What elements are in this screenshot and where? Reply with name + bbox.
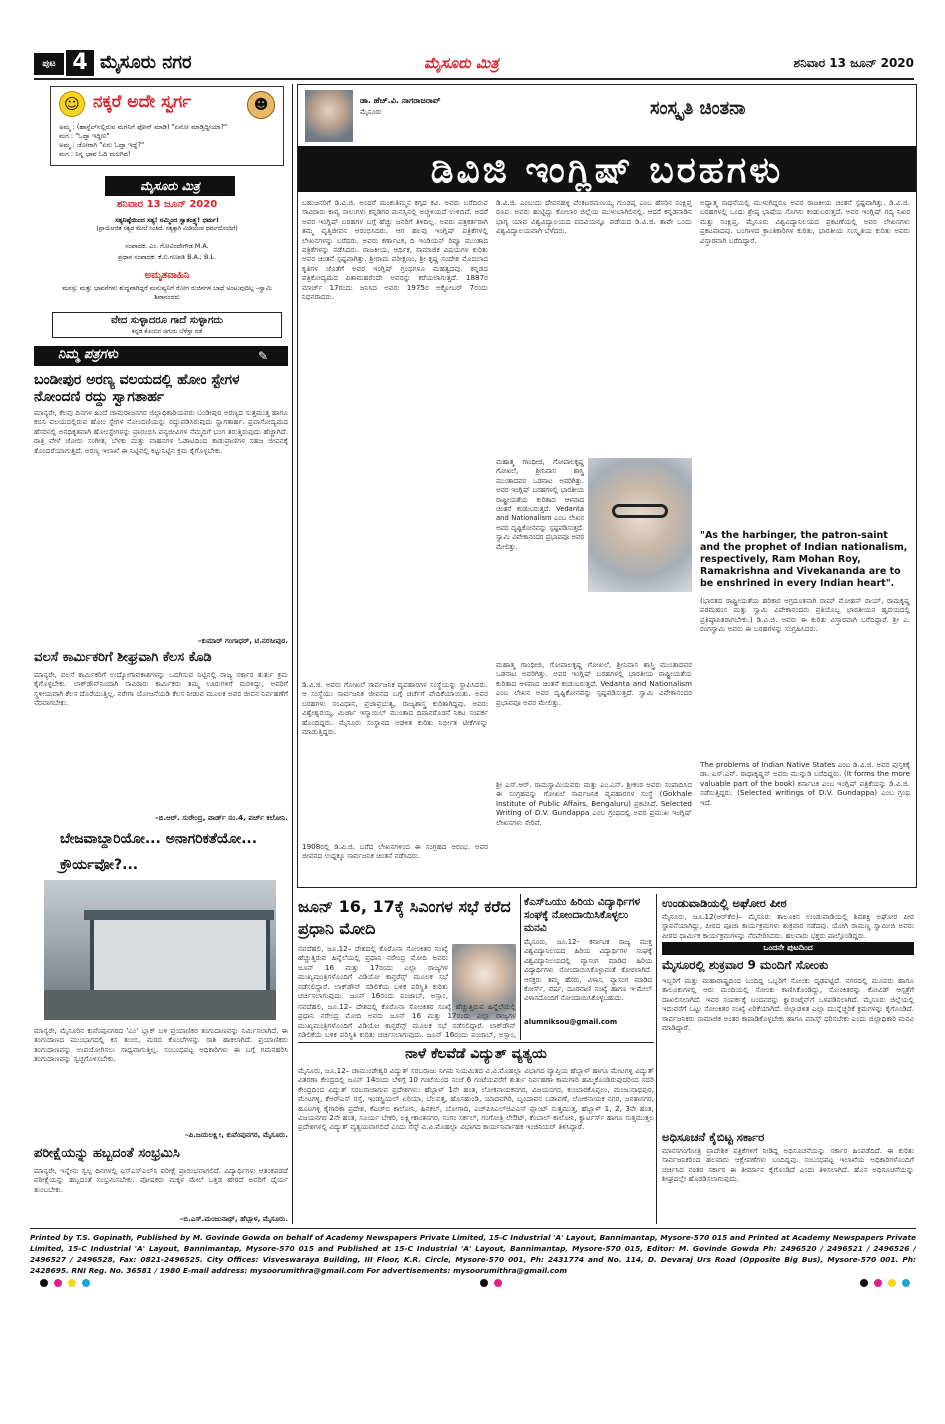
shelter-roof (84, 910, 274, 920)
registration-marks (40, 1279, 920, 1289)
reg-dot-yellow (888, 1279, 896, 1287)
power-news-title: ನಾಳೆ ಕೆಲವೆಡೆ ವಿದ್ಯುತ್ ವ್ಯತ್ಯಯ (405, 1046, 547, 1062)
imprint: Printed by T.S. Gopinath, Published by M. Govinde Gowda on behalf of Academy Newspapers Private Limited, 15-C Industrial 'A' Layout, Bannimantap, Mysore-570 015 and Printed at Academy Newspapers Private Limited, 15-C Industrial 'A' Layout, Bannimantap, Mysore-570 015 and Published at 15-C Industrial 'A' Layout, Bannimantap, Mysore-570 015, Editor: M. Govinde Gowda Ph: 2496520 / 2496521 / 2496526 / 2496527 / 2496528, Fax: 0821-2496525. City Offices: Visveswaraya Building, III Floor, K.R. Circle, Mysore-570 001, Ph: 2431774 and No. 114, D. Devaraj Urs Road (Opposite Big Bus), Mysore-570 001. Ph: 2428695. RNI Reg. No. 36581 / 1980 E-mail address: mysoorumithra@gmail.com For advertisements: mysoorumithra@gmail.com (30, 1233, 916, 1275)
proverb-sub: ಕನ್ನಡ ಕೊಂಬಿನ ಚಿಗುರು ಬೆಳೆಸ್ತಾ ನಡೆ (131, 328, 203, 335)
feature-col2: ಡಿ.ವಿ.ಜಿ. ಎಂಬುದು ದೇವನಹಳ್ಳಿ ವೆಂಕಟರಮಣಯ್ಯ ಗುಂಡಪ್ಪ ಎಂಬ ಹೆಸರಿನ ಸಂಕ್ಷಿಪ್ತ ರೂಪ. ಅವರು ಹುಟ್ಟಿದ್ದು ಕೋಲಾರ ಜಿಲ್ಲೆಯ ಮುಳುಬಾಗಿಲಿನಲ್ಲಿ. ಆದರೆ ಕನ್ನಡನಾಡಿನ ಭಾಗ್ಯ ಯಾವ ವಿಶ್ವವಿದ್ಯಾಲಯದ ಪದವಿಯನ್ನೂ ಪಡೆಯದ ಡಿ.ವಿ.ಜಿ. ತಾವೇ ಒಂದು ವಿಶ್ವವಿದ್ಯಾಲಯವಾಗಿ ಬೆಳೆದರು. (496, 198, 692, 236)
letter3-title: ಬೇಜವಾಬ್ದಾರಿಯೋ... ಅನಾಗರಿಕತೆಯೋ... ಕ್ರೌರ್ಯವೋ?... (60, 831, 258, 873)
ksou-news-title: ಕೆಎಸ್‌ಒಯು ಹಿರಿಯ ವಿದ್ಯಾರ್ಥಿಗಳ ಸಂಘಕ್ಕೆ ನೋಂದಾಯಿಸಿಕೊಳ್ಳಲು ಮನವಿ (524, 896, 641, 934)
paper-info (50, 170, 284, 318)
letter1-body: ಮಾನ್ಯರೇ, ಕೆಲವು ದಿನಗಳ ಹಿಂದೆ ಚಾಮರಾಜನಗರ ಜಿಲ್ಲಾಧಿಕಾರಿಯವರು ಬಂಡೀಪುರ ಅರಣ್ಯದ ಸುತ್ತಮುತ್ತ ಹಾಗೂ ಕಬಿನಿ ವಲಯದಲ್ಲಿರುವ ಹೋಂ ಸ್ಟೇಗಳ ನೋಂದಣಿಯನ್ನು ರದ್ದುಪಡಿಸಿರುವುದು ಸ್ವಾಗತಾರ್ಹ. ಪ್ರವಾಸೋದ್ಯಮದ ಹೆಸರಿನಲ್ಲಿ ಅನಧಿಕೃತವಾಗಿ ಹೋಂಸ್ಟೇಗಳನ್ನು ಪ್ರಾರಂಭಿಸಿ ವನ್ಯಜೀವಿಗಳ ನೆಮ್ಮದಿಗೆ ಭಂಗ ತರುತ್ತಿರುವುದು ಹೆಚ್ಚಾಗಿದೆ. ರಾತ್ರಿ ವೇಳೆ ಜೋರು ಸಂಗೀತ, ಬೆಳಕು ಮತ್ತು ವಾಹನಗಳ ಓಡಾಟದಿಂದ ಕಾಡುಪ್ರಾಣಿಗಳ ಸಹಜ ಜೀವನಕ್ಕೆ ತೊಂದರೆಯಾಗುತ್ತಿದೆ. ಅರಣ್ಯ ಇಲಾಖೆ ಈ ನಿಟ್ಟಿನಲ್ಲಿ ಕಟ್ಟುನಿಟ್ಟಿನ ಕ್ರಮ ಕೈಗೊಳ್ಳಬೇಕು. (34, 408, 288, 455)
modi-news-body: ನವದೆಹಲಿ, ಜೂ.12– ದೇಶದಲ್ಲಿ ಕೊರೊನಾ ಸೋಂಕಿತರ ಸಂಖ್ಯೆ ಹೆಚ್ಚುತ್ತಿರುವ ಹಿನ್ನೆಲೆಯಲ್ಲಿ ಪ್ರಧಾನಿ ನರೇಂದ್ರ ಮೋದಿ ಅವರು ಜೂನ್ 16 ಮತ್ತು 17ರಂದು ಎಲ್ಲಾ ರಾಜ್ಯಗಳ ಮುಖ್ಯಮಂತ್ರಿಗಳೊಂದಿಗೆ ವಿಡಿಯೋ ಕಾನ್ಫರೆನ್ಸ್ ಮೂಲಕ ಸಭೆ ನಡೆಸಲಿದ್ದಾರೆ. ಲಾಕ್‌ಡೌನ್ ಸಡಿಲಿಕೆಯ ಬಳಿಕ ಪರಿಸ್ಥಿತಿ ಕುರಿತು ಚರ್ಚಿಸಲಾಗುವುದು. ಜೂನ್ 16ರಂದು ಪಂಜಾಬ್, ಅಸ್ಸಾಂ, (298, 1002, 516, 1040)
notification-news-title: ಅಧಿಸೂಚನೆ ಕೈಬಿಟ್ಟ ಸರ್ಕಾರ (662, 1130, 765, 1144)
ksou-email: alumniksou@gmail.com (524, 1018, 618, 1026)
humor-title: ನಕ್ಕರೆ ಅದೇ ಸ್ವರ್ಗ (93, 92, 192, 112)
dvg-portrait (588, 458, 692, 592)
feature-col3: ಅಧ್ಯಾತ್ಮ ಸಾಧನೆಯಲ್ಲಿ ಮುಳುಗಿದ್ದರೂ ಅವರ ರಾಜಕೀಯ ಚಿಂತನೆ ಸ್ಪಷ್ಟವಾಗಿತ್ತು. ಡಿ.ವಿ.ಜಿ. ಬರಹಗಳಲ್ಲಿ ಒಂದು ಶ್ರೇಷ್ಠ ಭಾಷೆಯ ಸೊಗಸು ಕಂಡುಬರುತ್ತದೆ. ಅವರ ಇಂಗ್ಲಿಷ್ ಗದ್ಯ ನಿಖರ ಮತ್ತು ಸಂಕ್ಷಿಪ್ತ. ಮೈಸೂರು ವಿಶ್ವವಿದ್ಯಾನಿಲಯದ ಪ್ರಕಟಣೆಯಲ್ಲಿ ಅವರ ಲೇಖನಗಳು ಪ್ರಕಟವಾದವು. ಬಂಗಾಳದ ಕ್ರಾಂತಿಕಾರಿಗಳ ಕುರಿತು, ಭಾರತೀಯ ಸಂಸ್ಕೃತಿಯ ಕುರಿತು ಅವರು ವಿಸ್ತಾರವಾಗಿ ಬರೆದಿದ್ದಾರೆ. (700, 198, 910, 245)
humor-line: ಮಗ : "ಓದ್ತಾ ಇದ್ದೀನಿ" (59, 132, 110, 140)
letter2-signature: –ಬಿ.ಆರ್. ಸುರೇಂದ್ರ, ವಾರ್ಡ್ ನಂ.4, ಪರ್ಚ್ ಕಲೋನಿ. (155, 813, 288, 822)
feature-col2c: ಶ್ರೀ ಎಸ್.ಆರ್. ರಾಮಸ್ವಾಮಿಯವರು ಮತ್ತು ಎಂ.ಎನ್. ಶ್ರೀಕಂಠ ಅವರು ಸಂಪಾದಿಸಿದ ಈ ಸಂಗ್ರಹವನ್ನು ಗೋಖಲೆ ಸಾರ್ವಜನಿಕ ವ್ಯವಹಾರಗಳ ಸಂಸ್ಥೆ (Gokhale Institute of Public Affairs, Bengaluru) ಪ್ರಕಟಿಸಿದೆ. Selected Writing of D.V. Gundappa ಎಂಬ ಗ್ರಂಥದಲ್ಲಿ ಅವರ ಪ್ರಮುಖ ಇಂಗ್ಲಿಷ್ ಲೇಖನಗಳು ಸೇರಿವೆ. (496, 780, 692, 827)
hrule-power (298, 1042, 654, 1043)
editor-line: ಸಂಪಾದಕ: ಎಂ. ಗೋವಿಂದೇಗೌಡ M.A. (125, 242, 209, 250)
author-photo (305, 90, 353, 142)
masthead: ಮೈಸೂರು ಮಿತ್ರ (424, 54, 499, 72)
page-number: 4 (66, 50, 94, 76)
letter3-signature: –ಪಿ.ಜಯಲಕ್ಷ್ಮೀ, ಕುವೆಂಪುನಗರ, ಮೈಸೂರು. (185, 1130, 288, 1139)
feature-col1: ಬಹುಜನರಿಗೆ ಡಿ.ವಿ.ಜಿ. ಅಂದರೆ ಮಂಕುತಿಮ್ಮನ ಕಗ್ಗದ ಕವಿ. ಅವರು ಬರೆದಿರುವ ಸಾವಿರಾರು ಕಾವ್ಯ ಸಾಲುಗಳು ಕನ್ನಡಿಗರ ಮನಸ್ಸಿನಲ್ಲಿ ಅಚ್ಚಳಿಯದೆ ಉಳಿದಿವೆ. ಆದರೆ ಅವರ ಇಂಗ್ಲಿಷ್ ಬರಹಗಳ ಬಗ್ಗೆ ಹೆಚ್ಚು ಜನರಿಗೆ ತಿಳಿದಿಲ್ಲ. ಅವರು ಪತ್ರಕರ್ತರಾಗಿ ತಮ್ಮ ವೃತ್ತಿಜೀವನ ಆರಂಭಿಸಿದರು. ಆಗ ಹಲವು ಇಂಗ್ಲಿಷ್ ಪತ್ರಿಕೆಗಳಲ್ಲಿ ಲೇಖನಗಳನ್ನು ಬರೆದರು. ಅವರು ಕರ್ಣಾಟಕ, ದಿ ಇಂಡಿಯನ್ ರಿವ್ಯೂ ಮುಂತಾದ ಪತ್ರಿಕೆಗಳನ್ನು ನಡೆಸಿದರು. ರಾಜಕೀಯ, ಆರ್ಥಿಕ, ಸಾಮಾಜಿಕ ವಿಷಯಗಳ ಕುರಿತು ಅವರ ಚಿಂತನೆ ಸ್ಪಷ್ಟವಾಗಿತ್ತು. ಶ್ರೀರಾಮ ಪರೀಕ್ಷಣಂ, ಶ್ರೀ ಕೃಷ್ಣ ಸಂದೇಶ ಮೊದಲಾದ ಕೃತಿಗಳ ಜೊತೆಗೆ ಅವರ ಇಂಗ್ಲಿಷ್ ಗ್ರಂಥಗಳೂ ಮಹತ್ವದವು. ಕನ್ನಡದ ಪತ್ರಿಕೋದ್ಯಮದ ಪಿತಾಮಹರೆಂದೇ ಅವರನ್ನು ಕರೆಯಲಾಗುತ್ತದೆ. 1887ರ ಮಾರ್ಚ್ 17ರಂದು ಜನಿಸಿದ ಅವರು 1975ರ ಅಕ್ಟೋಬರ್ 7ರಂದು ನಿಧನರಾದರು. (302, 198, 488, 302)
letters-banner (34, 346, 288, 366)
reg-dot-magenta (874, 1279, 882, 1287)
feature-col2b: ಮಹಾತ್ಮ ಗಾಂಧೀಜಿ, ಗೋಪಾಲಕೃಷ್ಣ ಗೋಖಲೆ, ಶ್ರೀನಿವಾಸ ಶಾಸ್ತ್ರಿ ಮುಂತಾದವರ ಒಡನಾಟ ಅವರಿಗಿತ್ತು. ಅವರ ಇಂಗ್ಲಿಷ್ ಬರಹಗಳಲ್ಲಿ ಭಾರತೀಯ ರಾಷ್ಟ್ರೀಯತೆಯ ಕುರಿತಾದ ಆಳವಾದ ಚಿಂತನೆ ಕಂಡುಬರುತ್ತದೆ. Vedanta and Nationalism ಎಂಬ ಲೇಖನ ಅವರ ದೃಷ್ಟಿಕೋನವನ್ನು ಸ್ಪಷ್ಟಪಡಿಸುತ್ತದೆ. ಸ್ವಾಮಿ ವಿವೇಕಾನಂದರ ಪ್ರಭಾವವೂ ಅವರ ಮೇಲಿತ್ತು. (496, 660, 692, 707)
road (44, 990, 276, 1020)
vdivider-1 (520, 894, 521, 1040)
feature-title-bar (298, 146, 916, 192)
feature-col2-side: ಮಹಾತ್ಮ ಗಾಂಧೀಜಿ, ಗೋಪಾಲಕೃಷ್ಣ ಗೋಖಲೆ, ಶ್ರೀನಿವಾಸ ಶಾಸ್ತ್ರಿ ಮುಂತಾದವರ ಒಡನಾಟ ಅವರಿಗಿತ್ತು. ಅವರ ಇಂಗ್ಲಿಷ್ ಬರಹಗಳಲ್ಲಿ ಭಾರತೀಯ ರಾಷ್ಟ್ರೀಯತೆಯ ಕುರಿತಾದ ಆಳವಾದ ಚಿಂತನೆ ಕಂಡುಬರುತ್ತದೆ. Vedanta and Nationalism ಎಂಬ ಲೇಖನ ಅವರ ದೃಷ್ಟಿಕೋನವನ್ನು ಸ್ಪಷ್ಟಪಡಿಸುತ್ತದೆ. ಸ್ವಾಮಿ ವಿವೇಕಾನಂದರ ಪ್ರಭಾವವೂ ಅವರ ಮೇಲಿತ್ತು. (496, 458, 584, 551)
reg-dot-cyan (902, 1279, 910, 1287)
feature-quote: "As the harbinger, the patron-saint and the prophet of Indian nationalism, respectively, Ram Mohan Roy, Ramakrishna and Vivekananda are to be enshrined in every Indian heart". (700, 530, 908, 589)
paper-logo: ಮೈಸೂರು ಮಿತ್ರ (105, 176, 235, 196)
reg-dot-yellow (68, 1279, 76, 1287)
spectacles-icon (612, 504, 668, 518)
proverb-box (52, 312, 282, 338)
infection-news-body: ಇಬ್ಬರಿಗೆ ಮತ್ತು ಮಹಾರಾಷ್ಟ್ರದಿಂದ ಬಂದಿದ್ದ ಒಬ್ಬರಿಗೆ ಸೋಂಕು ದೃಢಪಟ್ಟಿದೆ. ನಗರದಲ್ಲಿ ಮೂವರು ಹಾಗೂ ತಾಲೂಕುಗಳಲ್ಲಿ ಆರು ಮಂದಿಯಲ್ಲಿ ಸೋಂಕು ಕಾಣಿಸಿಕೊಂಡಿದ್ದು, ಸೋಂಕಿತರನ್ನು ಕೋವಿಡ್ ಆಸ್ಪತ್ರೆಗೆ ದಾಖಲಿಸಲಾಗಿದೆ. ಇವರ ಸಂಪರ್ಕಕ್ಕೆ ಬಂದವರನ್ನು ಕ್ವಾರಂಟೈನ್‌ಗೆ ಒಳಪಡಿಸಲಾಗಿದೆ. ಮೈಸೂರು ಜಿಲ್ಲೆಯಲ್ಲಿ ಇದುವರೆಗೆ ಒಟ್ಟು ಸೋಂಕಿತರ ಸಂಖ್ಯೆ ಏರಿಕೆಯಾಗಿದೆ. ಜಿಲ್ಲಾಡಳಿತ ಎಲ್ಲಾ ಮುನ್ನೆಚ್ಚರಿಕೆ ಕ್ರಮಗಳನ್ನು ಕೈಗೊಂಡಿದೆ. ಸಾರ್ವಜನಿಕರು ಸಾಮಾಜಿಕ ಅಂತರ ಕಾಪಾಡಿಕೊಳ್ಳಬೇಕು ಹಾಗೂ ಮಾಸ್ಕ್ ಧರಿಸಬೇಕು ಎಂದು ಜಿಲ್ಲಾಧಿಕಾರಿ ಮನವಿ ಮಾಡಿದ್ದಾರೆ. (662, 976, 914, 1033)
smiley-icon: ☺ (59, 91, 85, 117)
ksou-news-body: ಮೈಸೂರು, ಜೂ.12– ಕರ್ನಾಟಕ ರಾಜ್ಯ ಮುಕ್ತ ವಿಶ್ವವಿದ್ಯಾನಿಲಯದ ಹಿರಿಯ ವಿದ್ಯಾರ್ಥಿಗಳ ಸಂಘಕ್ಕೆ ವಿಶ್ವವಿದ್ಯಾನಿಲಯದಲ್ಲಿ ವ್ಯಾಸಂಗ ಮಾಡಿದ ಹಿರಿಯ ವಿದ್ಯಾರ್ಥಿಗಳು ನೋಂದಾಯಿಸಿಕೊಳ್ಳುವಂತೆ ಕೋರಲಾಗಿದೆ. ಆಸಕ್ತರು ತಮ್ಮ ಹೆಸರು, ವಿಳಾಸ, ವ್ಯಾಸಂಗ ಮಾಡಿದ ಕೋರ್ಸ್, ವರ್ಷ, ದೂರವಾಣಿ ಸಂಖ್ಯೆ ಹಾಗೂ ಇ-ಮೇಲ್ ವಿಳಾಸದೊಂದಿಗೆ ನೋಂದಾಯಿಸಿಕೊಳ್ಳಬಹುದು. (524, 938, 652, 1003)
letter4-signature: –ಬಿ.ಎಸ್.ಮಂಜುನಾಥ್, ಹೆಬ್ಬಾಳ, ಮೈಸೂರು. (179, 1214, 288, 1223)
reg-dot-black (480, 1279, 488, 1287)
humor-line: ಅಮ್ಮ : (ಹಾಸ್ಟೆಲ್‌ನಲ್ಲಿರುವ ಮಗನಿಗೆ ಫೋನ್ ಮಾಡಿ) "ಏನೋ ಮಾಡ್ತಿದ್ದೀಯಾ?" (59, 123, 228, 131)
footer-rule (30, 1228, 916, 1229)
feature-title: ಡಿವಿಜಿ ಇಂಗ್ಲಿಷ್ ಬರಹಗಳು (430, 149, 784, 191)
undu-news-body: ಮೈಸೂರು, ಜೂ.12(ಆರ್‌ಕೆಬಿ)– ಮೈಸೂರು ತಾಲೂಕಿನ ಉಂಡುವಾಡಿಯಲ್ಲಿ ಶಿವಶಕ್ತಿ ಅಘೋರ ಪೀಠ ಸ್ಥಾಪನೆಯಾಗಿದ್ದು, ಪೀಠದ ಪೂಜಾ ಕಾರ್ಯಕ್ರಮಗಳು ಶುಕ್ರವಾರ ನಡೆದವು. ಯೋಗಿ ರಾಮಣ್ಣ ಸ್ವಾಮೀಜಿ ಅವರು ಪೀಠದ ಧಾರ್ಮಿಕ ಕಾರ್ಯಕ್ರಮಗಳನ್ನು ನೆರವೇರಿಸಿದರು. ಹಲವಾರು ಭಕ್ತರು ಪಾಲ್ಗೊಂಡಿದ್ದರು. (662, 912, 914, 940)
chief-editor-line: ಪ್ರಧಾನ ಸಂಪಾದಕ: ಕೆ.ಬಿ.ಗಣಪತಿ B.A.; B.L. (117, 253, 216, 261)
humor-lines (59, 123, 279, 159)
letter1-signature: –ಕುಮಾರ್ ಗಂಗಾಧರ್, ಟಿ.ನರಸೀಪುರ. (197, 636, 288, 645)
proverb-text: ವೇದ ಸುಳ್ಳಾದರೂ ಗಾದೆ ಸುಳ್ಳಾಗದು (111, 315, 223, 326)
header-date: ಶನಿವಾರ 13 ಜೂನ್ 2020 (793, 56, 914, 70)
amruta-title: ಅಮೃತವಾಹಿನಿ (144, 270, 190, 281)
feature-col3c: The problems of Indian Native States ಎಂಬ ಡಿ.ವಿ.ಜಿ. ಅವರ ಪುಸ್ತಕಕ್ಕೆ ಡಾ. ಎಸ್.ಎನ್. ರಾಧಾಕೃಷ್ಣನ್ ಅವರು ಮುನ್ನುಡಿ ಬರೆದಿದ್ದರು. (It forms the more valuable part of the book) ಕರ್ನಾಟಕ ಎಂಬ ಇಂಗ್ಲಿಷ್ ಪತ್ರಿಕೆಯನ್ನು ಡಿ.ವಿ.ಜಿ. ನಡೆಸುತ್ತಿದ್ದರು. (Selected writings of D.V. Gundappa) ಎಂಬ ಗ್ರಂಥ ಇದೆ. (700, 760, 910, 807)
feature-col1c: 1908ರಲ್ಲಿ ಡಿ.ವಿ.ಜಿ. ಬರೆದ ಲೇಖನಗಳಿಂದ ಈ ಸಂಗ್ರಹದ ಆರಂಭ. ಅವರ ಜೀವನದ ಉದ್ದಕ್ಕೂ ಸಾರ್ವಜನಿಕ ಚಿಂತನೆ ನಡೆಸಿದರು. (302, 842, 488, 861)
letters-title: ನಿಮ್ಮ ಪತ್ರಗಳು (58, 347, 118, 362)
author-name: ಡಾ. ಹೆಚ್.ವಿ. ನಾಗರಾಜರಾವ್ (360, 96, 441, 105)
humor-box (50, 86, 284, 166)
column-name: ಸಂಸ್ಕೃತಿ ಚಿಂತನಾ (650, 98, 746, 119)
continued-bar (662, 942, 914, 955)
continued-label: ಒಂದನೇ ಪುಟದಿಂದ (763, 943, 813, 952)
reg-dot-cyan (82, 1279, 90, 1287)
tagline-sub: (ಪ್ರಾಯೋಜಿತ ಸತ್ಯದ ಮೇಲೆ ನಿಂತಿದೆ. ಸತ್ಯಕ್ಕಾಗಿ ಮಿಡಿಯುವ ಧರ್ಮದೊಂದಿಗೆ) (96, 226, 238, 232)
section-name: ಮೈಸೂರು ನಗರ (100, 52, 192, 73)
letter2-body: ಮಾನ್ಯರೇ, ವಲಸೆ ಕಾರ್ಮಿಕರಿಗೆ ಉದ್ಯೋಗಾವಕಾಶಗಳನ್ನು ಒದಗಿಸುವ ನಿಟ್ಟಿನಲ್ಲಿ ರಾಜ್ಯ ಸರ್ಕಾರ ತುರ್ತು ಕ್ರಮ ಕೈಗೊಳ್ಳಬೇಕು. ಲಾಕ್‌ಡೌನ್‌ನಿಂದಾಗಿ ಸಾವಿರಾರು ಕಾರ್ಮಿಕರು ತಮ್ಮ ಊರುಗಳಿಗೆ ಮರಳಿದ್ದು, ಅವರಿಗೆ ಸ್ಥಳೀಯವಾಗಿ ಕೆಲಸ ದೊರೆಯುತ್ತಿಲ್ಲ. ನರೇಗಾ ಯೋಜನೆಯಡಿ ಕೆಲಸ ನೀಡುವ ಮೂಲಕ ಅವರ ಜೀವನ ನಿರ್ವಹಣೆಗೆ ನೆರವಾಗಬೇಕು. (34, 670, 288, 708)
power-news-body: ಮೈಸೂರು, ಜೂ.12– ಚಾಮುಂಡೇಶ್ವರಿ ವಿದ್ಯುತ್ ಸರಬರಾಜು ನಿಗಮ ನಿಯಮಿತದ ವಿ.ವಿ.ಮೊಹಲ್ಲಾ ವಿಭಾಗದ ವ್ಯಾಪ್ತಿಯ ಹೆಬ್ಬಾಳ್ ಹಾಗೂ ಮೇಟಗಳ್ಳಿ ವಿದ್ಯುತ್ ವಿತರಣಾ ಕೇಂದ್ರದಲ್ಲಿ ಜೂನ್ 14ರಂದು ಬೆಳಿಗ್ಗೆ 10 ಗಂಟೆಯಿಂದ ಸಂಜೆ 6 ಗಂಟೆಯವರೆಗೆ ತುರ್ತು ನಿರ್ವಹಣಾ ಕಾಮಗಾರಿ ಹಮ್ಮಿಕೊಂಡಿರುವುದರಿಂದ ಸದರಿ ಕೇಂದ್ರದಿಂದ ವಿದ್ಯುತ್ ಸರಬರಾಜಾಗುವ ಪ್ರದೇಶಗಳು: ಹೆಬ್ಬಾಳ್ 1ನೇ ಹಂತ, ಲೋಕನಾಯಕನಗರ, ವಿಜಯನಗರ, ಕುಂಬಾರಕೊಪ್ಪಲು, ಮಂಜುನಾಥಪುರ, ಮೇಟಗಳ್ಳಿ, ಕೆಆರ್‌ಎಸ್ ರಸ್ತೆ, ಇಂಡಸ್ಟ್ರಿಯಲ್ ಏರಿಯಾ, ಬೆಲವತ್ತ, ಹೊಸಹುಂಡಿ, ಯಾದವಗಿರಿ, ಬೃಂದಾವನ ಬಡಾವಣೆ, ಲೋಕನಾಯಕ ನಗರ, ಜನತಾನಗರ, ಹೂಟಗಳ್ಳಿ ಕೈಗಾರಿಕಾ ಪ್ರದೇಶ, ಕೆಎಚ್‌ಬಿ ಕಾಲೋನಿ, ಹಿನಕಲ್, ಬೋಗಾದಿ, ಎಚ್‌ಪಿಸಿಎಲ್‌ಜಿಎಎಸ್ ಪ್ಲಾಂಟ್ ಸುತ್ತಮುತ್ತ, ಹೆಬ್ಬಾಳ್ 1, 2, 3ನೇ ಹಂತ, ವಿಜಯನಗರ 2ನೇ ಹಂತ, ಸೂರ್ಯ ಬೇಕರಿ, ಲಕ್ಷ್ಮೀಕಾಂತನಗರ, ಸಂಗಂ ಸರ್ಕಲ್, ಗಂಗೋತ್ರಿ ಲೇಔಟ್, ಕೆಂಬಾಲ್ ಕಾಲೋನಿ, ಕ್ವಾರ್ಟರ್ಸ್ ಹಾಗೂ ಸುತ್ತಮುತ್ತಲ ಪ್ರದೇಶಗಳಲ್ಲಿ ವಿದ್ಯುತ್ ವ್ಯತ್ಯಯವಾಗಲಿದೆ ಎಂದು ಸೆಸ್ಕ್ ವಿ.ವಿ.ಮೊಹಲ್ಲಾ ವಿಭಾಗದ ಕಾರ್ಯನಿರ್ವಾಹಕ ಇಂಜಿನಿಯರ್ ತಿಳಿಸಿದ್ದಾರೆ. (298, 1066, 654, 1132)
page-header (34, 50, 914, 76)
undu-news-title: ಉಂಡುವಾಡಿಯಲ್ಲಿ ಅಘೋರ ಪೀಠ (662, 896, 787, 910)
reg-dot-black (860, 1279, 868, 1287)
letter1-title: ಬಂಡೀಪುರ ಅರಣ್ಯ ವಲಯದಲ್ಲಿ ಹೋಂ ಸ್ಟೇಗಳ ನೋಂದಣಿ ರದ್ದು ಸ್ವಾಗತಾರ್ಹ (34, 372, 240, 405)
letter4-body: ಮಾನ್ಯರೇ, ಇನ್ನೇನು ಸ್ವಲ್ಪ ದಿನಗಳಲ್ಲಿ ಎಸ್‌ಎಸ್‌ಎಲ್‌ಸಿ ಪರೀಕ್ಷೆ ಪ್ರಾರಂಭವಾಗಲಿದೆ. ವಿದ್ಯಾರ್ಥಿಗಳು ಆತಂಕಪಡದೆ ಪರೀಕ್ಷೆಯನ್ನು ಹಬ್ಬದಂತೆ ಸಂಭ್ರಮಿಸಬೇಕು. ಪೋಷಕರು ಮಕ್ಕಳ ಮೇಲೆ ಒತ್ತಡ ಹೇರದೆ ಅವರಿಗೆ ಧೈರ್ಯ ತುಂಬಬೇಕು. (34, 1166, 288, 1194)
modi-news-title: ಜೂನ್ 16, 17ಕ್ಕೆ ಸಿಎಂಗಳ ಸಭೆ ಕರೆದ ಪ್ರಧಾನಿ ಮೋದಿ (298, 897, 511, 938)
shelter-wall (90, 920, 270, 990)
letter2-title: ವಲಸೆ ಕಾರ್ಮಿಕರಿಗೆ ಶೀಘ್ರವಾಗಿ ಕೆಲಸ ಕೊಡಿ (34, 650, 212, 665)
cartoon-icon: ☻ (247, 91, 275, 119)
humor-line: ಮಗ : ನಿನ್ನ ಭಾವ ಓದಿ ಮಲಗಿದ! (59, 150, 131, 158)
header-rule (34, 78, 914, 80)
letter4-title: ಪರೀಕ್ಷೆಯನ್ನು ಹಬ್ಬದಂತೆ ಸಂಭ್ರಮಿಸಿ (34, 1146, 180, 1161)
pen-icon: ✎ (257, 349, 268, 363)
humor-line: ಅಮ್ಮ : ಜೋರಾಗಿ "ಏನು ಓದ್ತಾ ಇದ್ದೆ?" (59, 141, 145, 149)
page-label: ಪುಟ (34, 53, 64, 75)
bus-shelter-photo (44, 880, 276, 1020)
reg-dot-magenta (54, 1279, 62, 1287)
vdivider-2 (656, 894, 657, 1224)
letter3-body: ಮಾನ್ಯರೇ, ಮೈಸೂರಿನ ಕುವೆಂಪುನಗರದ 'ಎಂ' ಬ್ಲಾಕ್ ಬಳಿ ಪ್ರಯಾಣಿಕರ ತಂಗುದಾಣವನ್ನು ನಿರ್ಮಿಸಲಾಗಿದೆ. ಈ ತಂಗುದಾಣದ ಮುಂಭಾಗದಲ್ಲಿ ಕಸ ತುಂಬಿ, ಮರದ ಕೊಂಬೆಗಳನ್ನು ರಾಶಿ ಹಾಕಲಾಗಿದೆ. ಪ್ರಯಾಣಿಕರು ತಂಗುದಾಣವನ್ನು ಉಪಯೋಗಿಸಲು ಸಾಧ್ಯವಾಗುತ್ತಿಲ್ಲ. ಸಂಬಂಧಪಟ್ಟ ಅಧಿಕಾರಿಗಳು ಈ ಬಗ್ಗೆ ಗಮನಹರಿಸಿ ತಂಗುದಾಣವನ್ನು ಸ್ವಚ್ಛಗೊಳಿಸಬೇಕು. (34, 1026, 288, 1064)
reg-dot-magenta (494, 1279, 502, 1287)
feature-col1b: ಡಿ.ವಿ.ಜಿ. ಅವರು ಗೋಖಲೆ ಸಾರ್ವಜನಿಕ ವ್ಯವಹಾರಗಳ ಸಂಸ್ಥೆಯನ್ನು ಸ್ಥಾಪಿಸಿದರು. ಆ ಸಂಸ್ಥೆಯು ಸಾರ್ವಜನಿಕ ಜೀವನದ ಬಗ್ಗೆ ಚರ್ಚೆಗೆ ವೇದಿಕೆಯಾಯಿತು. ಅವರ ಬರಹಗಳು ಸಂವಿಧಾನ, ಪ್ರಜಾಪ್ರಭುತ್ವ, ರಾಜ್ಯಶಾಸ್ತ್ರ ಕುರಿತಾಗಿದ್ದವು. ಅವರು ವಿಶ್ವೇಶ್ವರಯ್ಯ, ಮಿರ್ಜಾ ಇಸ್ಮಾಯಿಲ್ ಮುಂತಾದ ದಿವಾನರೊಡನೆ ನಿಕಟ ಸಂಪರ್ಕ ಹೊಂದಿದ್ದರು. ಮೈಸೂರು ಸಂಸ್ಥಾನದ ಆಡಳಿತ ಕುರಿತು ನಿರ್ಭೀತ ಟೀಕೆಗಳನ್ನು ಮಾಡುತ್ತಿದ್ದರು. (302, 680, 488, 737)
amruta-text: ಮನಸ್ಸು ಮತ್ತು ಭಾವನೆಗಳು ಶುದ್ಧವಾಗಿದ್ದರೆ ಮನುಷ್ಯನಿಗೆ ರೋಗ ರುಜಿನಗಳ ಬಾಧೆ ಅಂಟುವುದಿಲ್ಲ –ಸ್ವಾಮಿ ಶಿವಾನಂದರು (62, 284, 272, 301)
reg-dot-black (40, 1279, 48, 1287)
infection-news-title: ಮೈಸೂರಲ್ಲಿ ಶುಕ್ರವಾರ 9 ಮಂದಿಗೆ ಸೋಂಕು (662, 958, 829, 972)
notification-news-body: ಮಾನಸಗಂಗೋತ್ರಿ ಪ್ರಾದೇಶಿಕ ಪತ್ರಿಕೆಗಳಿಗೆ ನೀಡಿದ್ದ ಅಧಿಸೂಚನೆಯನ್ನು ಸರ್ಕಾರ ಹಿಂಪಡೆದಿದೆ. ಈ ಕುರಿತು ಸಾರ್ವಜನಿಕರಿಂದ ಹಲವಾರು ಆಕ್ಷೇಪಣೆಗಳು ಬಂದಿದ್ದವು. ಸಂಬಂಧಪಟ್ಟ ಇಲಾಖೆಯ ಅಧಿಕಾರಿಗಳೊಂದಿಗೆ ಚರ್ಚಿಸಿದ ನಂತರ ಸರ್ಕಾರ ಈ ತೀರ್ಮಾನ ಕೈಗೊಂಡಿದೆ ಎಂದು ತಿಳಿಸಲಾಗಿದೆ. ಹೊಸ ಅಧಿಸೂಚನೆಯನ್ನು ಶೀಘ್ರದಲ್ಲೇ ಹೊರಡಿಸಲಾಗುವುದು. (662, 1146, 914, 1184)
modi-news-body-left: ನವದೆಹಲಿ, ಜೂ.12– ದೇಶದಲ್ಲಿ ಕೊರೊನಾ ಸೋಂಕಿತರ ಸಂಖ್ಯೆ ಹೆಚ್ಚುತ್ತಿರುವ ಹಿನ್ನೆಲೆಯಲ್ಲಿ ಪ್ರಧಾನಿ ನರೇಂದ್ರ ಮೋದಿ ಅವರು ಜೂನ್ 16 ಮತ್ತು 17ರಂದು ಎಲ್ಲಾ ರಾಜ್ಯಗಳ ಮುಖ್ಯಮಂತ್ರಿಗಳೊಂದಿಗೆ ವಿಡಿಯೋ ಕಾನ್ಫರೆನ್ಸ್ ಮೂಲಕ ಸಭೆ ನಡೆಸಲಿದ್ದಾರೆ. ಲಾಕ್‌ಡೌನ್ ಸಡಿಲಿಕೆಯ ಬಳಿಕ ಪರಿಸ್ಥಿತಿ ಕುರಿತು ಚರ್ಚಿಸಲಾಗುವುದು. ಜೂನ್ 16ರಂದು ಪಂಜಾಬ್, ಅಸ್ಸಾಂ, (298, 944, 448, 1000)
feature-col3b: (ಭಾರತದ ರಾಷ್ಟ್ರೀಯತೆಯ ಹರಿಕಾರ ಅಗ್ರದೂತನಾಗಿ ರಾಮ್ ಮೋಹನ್ ರಾಯ್, ರಾಮಕೃಷ್ಣ ಪರಮಹಂಸ ಮತ್ತು ಸ್ವಾಮಿ ವಿವೇಕಾನಂದರು ಪ್ರತಿಯೊಬ್ಬ ಭಾರತೀಯನ ಹೃದಯದಲ್ಲಿ ಪ್ರತಿಷ್ಠಾಪಿತರಾಗಬೇಕು.) ಡಿ.ವಿ.ಜಿ. ಅವರು ಈ ಕುರಿತು ವಿಸ್ತಾರವಾಗಿ ಬರೆದಿದ್ದಾರೆ. ಶ್ರೀ ಎ. ರಂಗಸ್ವಾಮಿ ಅವರು ಈ ಬರಹಗಳನ್ನು ಸಂಗ್ರಹಿಸಿದರು. (700, 596, 910, 634)
author-place: ಮೈಸೂರು (360, 108, 382, 116)
tagline: ಸತ್ಯನಿಷ್ಠೆಯಿಂದ ಸತ್ಯ! ನಮ್ಮಿಂದ ಸ್ವಾತಂತ್ರ್ಯ! ಧರ್ಮ! (115, 216, 219, 224)
column-divider (292, 84, 293, 1224)
paper-date: ಶನಿವಾರ 13 ಜೂನ್ 2020 (116, 199, 218, 210)
